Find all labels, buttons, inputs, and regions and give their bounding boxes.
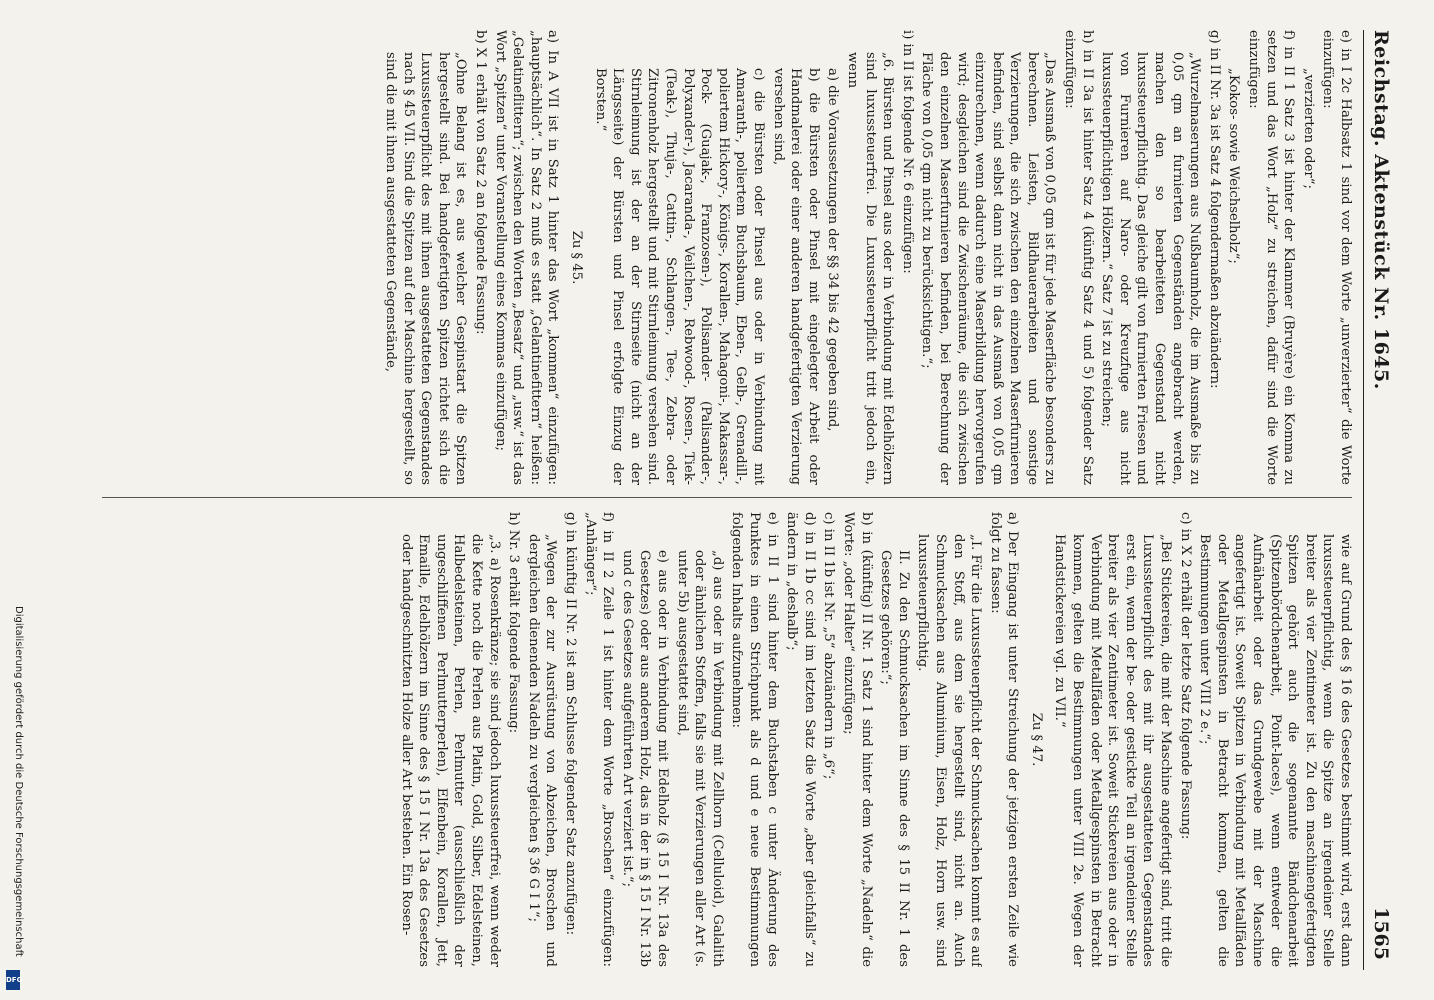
paragraph: „d) aus oder in Verbindung mit Zellhorn (Celluloid), Galalith oder ähnlichen Stoffen, falls sie mit Verzierungen aller Art (s. unter 5b) ausgestattet sind, — [674, 550, 725, 967]
paragraph: a) In A VII ist in Satz 1 hinter das Wort „kommen“ einzufügen: „hauptsächlich“. In Satz 2 muß es statt „Gelantinefittern“ heißen: „Gelatineflittern“; zwischen den Worten „Besatz“ und „usw.“ ist das Wort „Spitzen“ unter Voranstellung eines Kommas einzufügen; — [492, 30, 561, 485]
dfg-logo: DFG — [6, 970, 20, 990]
paragraph: „Wurzelmaserungen aus Nußbaumholz, die im Ausmaße bis zu 0,05 qm an furnierten Gegenständen angebracht werden, machen den so bearbeiteten Gegenstand nicht luxussteuerpflichtig. Das gleiche gilt von furnierten Friesen und von Furnieren auf Naro- oder Kreuzfuge aus nicht luxussteuerpflichtigen Hölzern.“ Satz 7 ist zu streichen; — [1099, 52, 1203, 485]
paragraph: a) Der Eingang ist unter Streichung der jetzigen ersten Zeile wie folgt zu fassen: — [987, 512, 1021, 967]
paragraph: g) in künftig II Nr. 2 ist am Schlusse folgender Satz anzufügen: — [563, 512, 579, 936]
paragraph: „I. Für die Luxussteuerpflicht der Schmucksachen kommt es auf den Stoff, aus dem sie hergestellt sind, nicht an. Auch Schmucksachen aus Aluminium, Eisen, Holz, Horn usw. sind luxussteuerpflichtig. — [915, 534, 984, 967]
section-heading: Zu § 45. — [569, 230, 585, 285]
column-left — [54, 30, 1354, 485]
paragraph: „Kokos- sowie Weichselholz“; — [1226, 68, 1242, 264]
paragraph: e) in II 1 sind hinter dem Buchstaben c unter Änderung des Punktes in einen Strichpunkt als d und e neue Bestimmungen folgenden Inhalts aufzunehmen: — [729, 512, 780, 967]
credit-text: Digitalisierung gefördert durch die Deutsche Forschungsgemeinschaft — [13, 606, 24, 957]
paragraph: h) in II 3a ist hinter Satz 4 (künftig Satz 4 und 5) folgender Satz einzufügen: — [1062, 30, 1095, 485]
paragraph: f) in II 2 Zeile 1 ist hinter dem Worte „Broschen“ einzufügen: „Anhänger“; — [582, 512, 616, 967]
paragraph: „Bei Stickereien, die mit der Maschine angefertigt sind, tritt die Luxussteuerpflicht des mit ihr ausgestatteten Gegenstandes erst ein, wenn der be- oder gestickte Teil an irgendeiner Stelle breiter als vier Zentimeter ist. Soweit Stickereien aus oder in Verbindung mit Metallfäden oder Metallgespinsten in Betracht kommen, gelten die Bestimmungen unter VIII 2e. Wegen der Handstickereien vgl. zu VII.“ — [1052, 534, 1174, 967]
paragraph: II. Zu den Schmucksachen im Sinne des § 15 II Nr. 1 des Gesetzes gehören:“; — [878, 550, 911, 967]
paragraph: c) in X 2 erhält der letzte Satz folgende Fassung: — [1177, 512, 1193, 840]
paragraph: b) X 1 erhält von Satz 2 an folgende Fassung: — [473, 30, 489, 335]
rotated-page-content — [38, 30, 1398, 970]
column-divider — [102, 497, 1352, 498]
paragraph: a) die Voraussetzungen der §§ 34 bis 42 gegeben sind, — [825, 68, 841, 432]
paragraph: b) die Bürsten oder Pinsel mit eingelegter Arbeit oder Handmalerei oder einer anderen handgefertigten Verzierung versehen sind, — [770, 68, 821, 485]
paragraph: „3. a) Rosenkränze; sie sind jedoch luxussteuerfrei, wenn weder die Kette noch die Perlen aus Platin, Gold, Silber, Edelsteinen, Halbedelsteinen, Perlen, Perlmutter (ausschließlich der ungeschliffenen Perlmutterperlen), Elfenbein, Korallen, Jett, Emaille, Edelhölzern im Sinne des § 15 I Nr. 13a des Gesetzes oder handgeschnitzten Holze aller Art bestehen. Ein Rosen- — [398, 534, 502, 967]
paragraph: g) in II Nr. 3a ist Satz 4 folgendermaßen abzuändern: — [1206, 30, 1222, 389]
column-right — [54, 512, 1354, 967]
page-header — [1364, 30, 1398, 970]
paragraph: „Wegen der zur Ausrüstung von Abzeichen, Broschen und dergleichen dienenden Nadeln zu vergleichen § 36 G I 1“; — [525, 534, 559, 967]
header-rule — [1363, 30, 1364, 970]
paragraph: c) die Bürsten oder Pinsel aus oder in Verbindung mit Amaranth-, poliertem Buchsbaum, Eben-, Gelb-, Grenadill-, poliertem Hickory-, Königs-, Korallen-, Mahagoni-, Makassar-, Pock- (Guajak-, Franzosen-), Polisander- (Palisander-, Polyxander-), Jacaranda-, Veilchen-, Rebwood-, Rosen-, Tiek- (Teak-), Thuja-, Cattin-, Schlangen-, Tee-, Zebra- oder Zitronenholz hergestellt und mit Stirnleimung versehen sind. Stirnleimung ist der an der Stirnseite (nicht an der Längsseite) der Bürsten und Pinsel erfolgte Einzug der Borsten.“ — [592, 68, 766, 485]
page-number: 1565 — [1370, 907, 1392, 960]
paragraph: „verzierten oder“; — [1300, 68, 1316, 189]
paragraph: wie auf Grund des § 16 des Gesetzes bestimmt wird, erst dann luxussteuerpflichtig, wenn die Spitze an irgendeiner Stelle breiter als vier Zentimeter ist. Zu den maschinengefertigten Spitzen gehört auch die sogenannte Bändchenarbeit (Spitzenbördchenarbeit, Point-laces), wenn entweder die Aufnäharbeit oder das Grundgewebe mit der Maschine angefertigt ist. Soweit Spitzen in Verbindung mit Metallfäden oder Metallgespinsten in Betracht kommen, gelten die Bestimmungen unter VIII 2 e.“; — [1197, 534, 1353, 967]
paragraph: i) in II ist folgende Nr. 6 einzufügen: — [899, 30, 915, 274]
section-heading: Zu § 47. — [1028, 712, 1044, 767]
paragraph: „6. Bürsten und Pinsel aus oder in Verbindung mit Edelhölzern sind luxussteuerfrei. Die Luxussteuerpflicht tritt jedoch ein, wenn — [844, 52, 896, 485]
paragraph: h) Nr. 3 erhält folgende Fassung: — [506, 512, 522, 734]
paragraph: f) in II 1 Satz 3 ist hinter der Klammer (Bruyère) ein Komma zu setzen und das Wort „Holz“ zu streichen, dafür sind die Worte einzufügen: — [1246, 30, 1297, 485]
paragraph: „Ohne Belang ist es, aus welcher Gespinstart die Spitzen hergestellt sind. Bei handgefertigten Spitzen richtet sich die Luxussteuerpflicht des mit ihnen ausgestatteten Gegenstandes nach § 45 VII. Sind die Spitzen auf der Maschine hergestellt, so sind die mit ihnen ausgestatteten Gegenstände, — [383, 52, 469, 485]
paragraph: d) in II 1b cc sind im letzten Satz die Worte „aber gleichfalls“ zu ändern in „deshalb“; — [784, 512, 817, 967]
header-title: Reichstag. Aktenstück Nr. 1645. — [1370, 30, 1392, 390]
paragraph: e) in I 2c Halbsatz 1 sind vor dem Worte „unverzierter“ die Worte einzufügen: — [1320, 30, 1353, 485]
paragraph: e) aus oder in Verbindung mit Edelholz (§ 15 I Nr. 13a des Gesetzes) oder aus anderem Holz, das in der in § 15 I Nr. 13b und c des Gesetzes aufgeführten Art verziert ist.“; — [619, 550, 671, 967]
paragraph: c) in II 1b ist Nr. „5“ abzuändern in „6“; — [821, 512, 837, 780]
digitization-credit — [2, 606, 26, 992]
paragraph: „Das Ausmaß von 0,05 qm ist für jede Maserfläche besonders zu berechnen. Leisten, Bildhauerarbeiten und sonstige Verzierungen, die sich zwischen den einzelnen Maserfurnieren befinden, sind selbst dann nicht in das Ausmaß von 0,05 qm einzurechnen, wenn dadurch eine Maserbildung hervorgerufen wird; desgleichen sind die Zwischenräume, die sich zwischen den einzelnen Maserfurnieren befinden, bei Berechnung der Fläche von 0,05 qm nicht zu berücksichtigen.“; — [919, 52, 1058, 485]
paragraph: b) in (künftig) II Nr. 1 Satz 1 sind hinter dem Worte „Nadeln“ die Worte: „oder Halter“ einzufügen; — [840, 512, 874, 967]
